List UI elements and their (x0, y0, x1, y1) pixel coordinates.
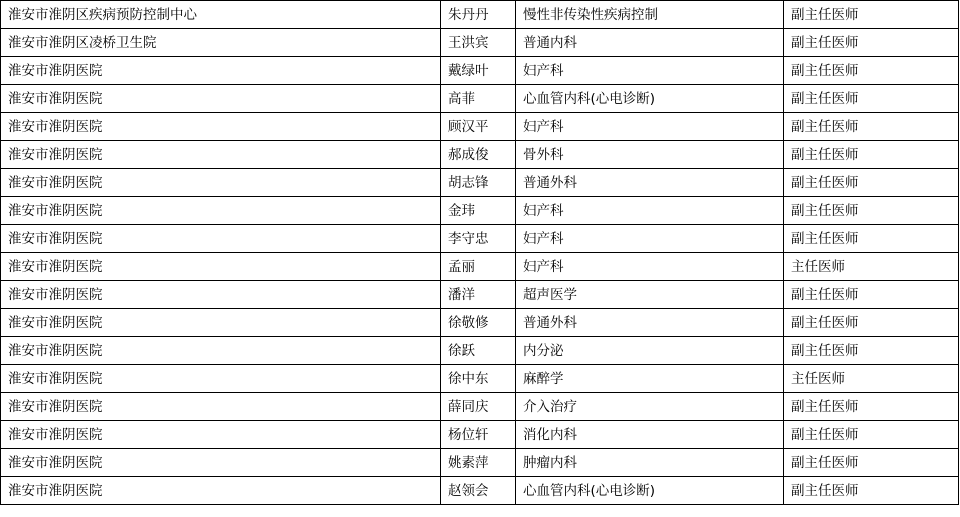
cell-title: 主任医师 (784, 253, 959, 281)
cell-dept: 慢性非传染性疾病控制 (516, 1, 784, 29)
table-row (1, 141, 959, 169)
table-row (1, 57, 959, 85)
cell-title: 副主任医师 (784, 477, 959, 505)
cell-name: 徐跃 (441, 337, 516, 365)
cell-title: 副主任医师 (784, 113, 959, 141)
cell-name: 孟丽 (441, 253, 516, 281)
table-row (1, 225, 959, 253)
cell-dept: 心血管内科(心电诊断) (516, 477, 784, 505)
cell-name: 胡志锋 (441, 169, 516, 197)
cell-dept: 妇产科 (516, 113, 784, 141)
cell-org: 淮安市淮阴医院 (1, 393, 441, 421)
cell-dept: 超声医学 (516, 281, 784, 309)
table-row (1, 449, 959, 477)
table-row (1, 421, 959, 449)
cell-title: 副主任医师 (784, 1, 959, 29)
cell-dept: 妇产科 (516, 57, 784, 85)
cell-title: 副主任医师 (784, 393, 959, 421)
cell-title: 副主任医师 (784, 197, 959, 225)
cell-org: 淮安市淮阴医院 (1, 421, 441, 449)
cell-name: 潘洋 (441, 281, 516, 309)
cell-name: 王洪宾 (441, 29, 516, 57)
cell-title: 副主任医师 (784, 309, 959, 337)
cell-org: 淮安市淮阴医院 (1, 169, 441, 197)
table-row (1, 1, 959, 29)
table-row (1, 477, 959, 505)
table-row (1, 281, 959, 309)
cell-dept: 消化内科 (516, 421, 784, 449)
cell-dept: 内分泌 (516, 337, 784, 365)
table-row (1, 29, 959, 57)
cell-name: 李守忠 (441, 225, 516, 253)
cell-org: 淮安市淮阴医院 (1, 309, 441, 337)
cell-title: 副主任医师 (784, 57, 959, 85)
cell-dept: 妇产科 (516, 225, 784, 253)
cell-name: 姚素萍 (441, 449, 516, 477)
cell-name: 薛同庆 (441, 393, 516, 421)
cell-org: 淮安市淮阴医院 (1, 141, 441, 169)
cell-name: 赵领会 (441, 477, 516, 505)
cell-dept: 麻醉学 (516, 365, 784, 393)
cell-dept: 介入治疗 (516, 393, 784, 421)
cell-org: 淮安市淮阴医院 (1, 281, 441, 309)
cell-name: 杨位轩 (441, 421, 516, 449)
cell-title: 副主任医师 (784, 29, 959, 57)
cell-name: 高菲 (441, 85, 516, 113)
cell-org: 淮安市淮阴区凌桥卫生院 (1, 29, 441, 57)
table-row (1, 337, 959, 365)
cell-name: 顾汉平 (441, 113, 516, 141)
table-body (1, 1, 959, 505)
table-row (1, 197, 959, 225)
cell-name: 徐中东 (441, 365, 516, 393)
table-row (1, 85, 959, 113)
cell-dept: 心血管内科(心电诊断) (516, 85, 784, 113)
table-row (1, 309, 959, 337)
cell-dept: 肿瘤内科 (516, 449, 784, 477)
cell-org: 淮安市淮阴医院 (1, 85, 441, 113)
cell-dept: 妇产科 (516, 253, 784, 281)
cell-org: 淮安市淮阴医院 (1, 477, 441, 505)
cell-org: 淮安市淮阴医院 (1, 225, 441, 253)
cell-dept: 妇产科 (516, 197, 784, 225)
cell-title: 副主任医师 (784, 141, 959, 169)
cell-org: 淮安市淮阴医院 (1, 113, 441, 141)
cell-title: 副主任医师 (784, 337, 959, 365)
cell-name: 郝成俊 (441, 141, 516, 169)
cell-title: 副主任医师 (784, 421, 959, 449)
cell-title: 主任医师 (784, 365, 959, 393)
cell-name: 戴绿叶 (441, 57, 516, 85)
cell-dept: 普通内科 (516, 29, 784, 57)
cell-name: 徐敬修 (441, 309, 516, 337)
cell-title: 副主任医师 (784, 85, 959, 113)
cell-org: 淮安市淮阴医院 (1, 365, 441, 393)
table-row (1, 253, 959, 281)
table-row (1, 365, 959, 393)
cell-org: 淮安市淮阴医院 (1, 57, 441, 85)
cell-org: 淮安市淮阴区疾病预防控制中心 (1, 1, 441, 29)
cell-title: 副主任医师 (784, 169, 959, 197)
cell-name: 朱丹丹 (441, 1, 516, 29)
cell-title: 副主任医师 (784, 449, 959, 477)
table-row (1, 113, 959, 141)
cell-org: 淮安市淮阴医院 (1, 337, 441, 365)
cell-dept: 普通外科 (516, 309, 784, 337)
table-row (1, 393, 959, 421)
table-row (1, 169, 959, 197)
cell-name: 金玮 (441, 197, 516, 225)
cell-org: 淮安市淮阴医院 (1, 197, 441, 225)
cell-org: 淮安市淮阴医院 (1, 253, 441, 281)
cell-title: 副主任医师 (784, 281, 959, 309)
cell-title: 副主任医师 (784, 225, 959, 253)
cell-dept: 普通外科 (516, 169, 784, 197)
cell-org: 淮安市淮阴医院 (1, 449, 441, 477)
cell-dept: 骨外科 (516, 141, 784, 169)
